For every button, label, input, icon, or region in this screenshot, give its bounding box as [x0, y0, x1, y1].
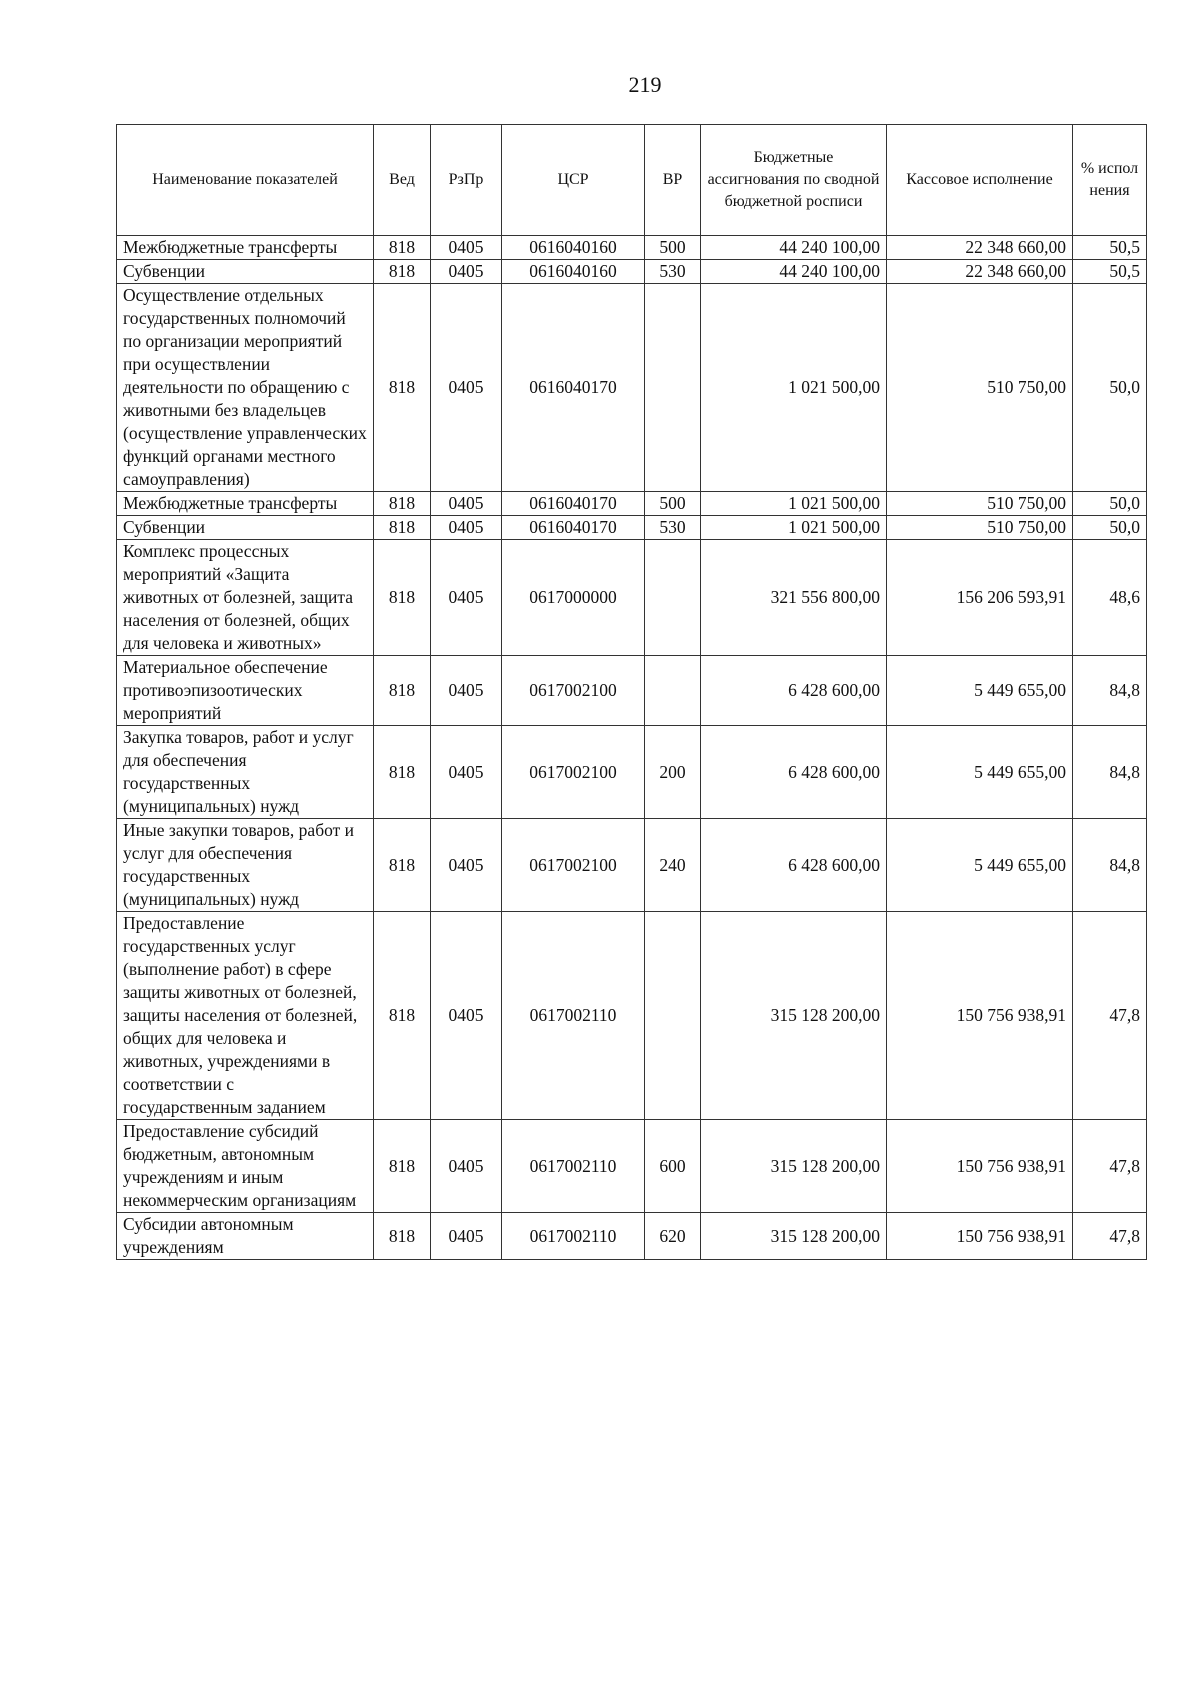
row-ved: 818	[374, 656, 431, 726]
row-assignments: 1 021 500,00	[701, 284, 887, 492]
row-ved: 818	[374, 819, 431, 912]
row-percent: 84,8	[1073, 656, 1147, 726]
row-assignments: 315 128 200,00	[701, 1213, 887, 1260]
row-vr: 530	[645, 260, 701, 284]
row-name: Иные закупки товаров, работ и услуг для обеспечения государственных (муниципальных) нужд	[117, 819, 374, 912]
row-rzpr: 0405	[431, 912, 502, 1120]
header-ved: Вед	[374, 125, 431, 236]
row-vr: 240	[645, 819, 701, 912]
row-ved: 818	[374, 912, 431, 1120]
row-percent: 50,0	[1073, 284, 1147, 492]
row-csr: 0617002100	[502, 656, 645, 726]
row-ved: 818	[374, 516, 431, 540]
row-assignments: 315 128 200,00	[701, 1120, 887, 1213]
row-rzpr: 0405	[431, 726, 502, 819]
row-csr: 0617000000	[502, 540, 645, 656]
table-row	[117, 912, 1147, 1120]
table-row	[117, 236, 1147, 260]
budget-execution-table	[116, 124, 1147, 1260]
row-execution: 5 449 655,00	[887, 819, 1073, 912]
row-ved: 818	[374, 236, 431, 260]
row-rzpr: 0405	[431, 260, 502, 284]
row-assignments: 44 240 100,00	[701, 236, 887, 260]
row-assignments: 6 428 600,00	[701, 726, 887, 819]
row-rzpr: 0405	[431, 1213, 502, 1260]
row-percent: 47,8	[1073, 1213, 1147, 1260]
row-name: Предоставление субсидий бюджетным, автономным учреждениям и иным некоммерческим организациям	[117, 1120, 374, 1213]
row-ved: 818	[374, 492, 431, 516]
row-percent: 84,8	[1073, 726, 1147, 819]
header-csr: ЦСР	[502, 125, 645, 236]
row-csr: 0616040160	[502, 236, 645, 260]
row-ved: 818	[374, 1120, 431, 1213]
row-execution: 510 750,00	[887, 284, 1073, 492]
page-number: 219	[628, 72, 662, 97]
row-percent: 50,0	[1073, 492, 1147, 516]
row-assignments: 321 556 800,00	[701, 540, 887, 656]
table-row	[117, 819, 1147, 912]
row-vr	[645, 284, 701, 492]
row-ved: 818	[374, 260, 431, 284]
header-execution-percent: % испол нения	[1073, 125, 1147, 236]
table-row	[117, 1213, 1147, 1260]
header-rzpr: РзПр	[431, 125, 502, 236]
row-rzpr: 0405	[431, 516, 502, 540]
row-ved: 818	[374, 284, 431, 492]
table-row	[117, 260, 1147, 284]
row-execution: 150 756 938,91	[887, 912, 1073, 1120]
row-execution: 22 348 660,00	[887, 236, 1073, 260]
row-execution: 510 750,00	[887, 492, 1073, 516]
row-csr: 0617002100	[502, 726, 645, 819]
row-percent: 47,8	[1073, 1120, 1147, 1213]
row-name: Предоставление государственных услуг (выполнение работ) в сфере защиты животных от болезней, защиты населения от болезней, общих для человека и животных, учреждениями в соответствии с государственным заданием	[117, 912, 374, 1120]
row-assignments: 1 021 500,00	[701, 492, 887, 516]
header-budget-assignments: Бюджетные ассигнования по сводной бюджетной росписи	[701, 125, 887, 236]
row-csr: 0617002110	[502, 1213, 645, 1260]
row-execution: 150 756 938,91	[887, 1120, 1073, 1213]
row-percent: 84,8	[1073, 819, 1147, 912]
header-name: Наименование показателей	[117, 125, 374, 236]
row-assignments: 315 128 200,00	[701, 912, 887, 1120]
row-rzpr: 0405	[431, 284, 502, 492]
row-execution: 5 449 655,00	[887, 726, 1073, 819]
row-name: Материальное обеспечение противоэпизоотических мероприятий	[117, 656, 374, 726]
table-row	[117, 656, 1147, 726]
row-name: Комплекс процессных мероприятий «Защита животных от болезней, защита населения от болезней, общих для человека и животных»	[117, 540, 374, 656]
row-execution: 156 206 593,91	[887, 540, 1073, 656]
row-percent: 50,5	[1073, 236, 1147, 260]
row-vr: 600	[645, 1120, 701, 1213]
row-name: Межбюджетные трансферты	[117, 492, 374, 516]
row-rzpr: 0405	[431, 492, 502, 516]
row-assignments: 6 428 600,00	[701, 656, 887, 726]
row-vr: 620	[645, 1213, 701, 1260]
row-name: Субвенции	[117, 516, 374, 540]
row-percent: 50,0	[1073, 516, 1147, 540]
header-vr: ВР	[645, 125, 701, 236]
row-percent: 47,8	[1073, 912, 1147, 1120]
row-name: Закупка товаров, работ и услуг для обеспечения государственных (муниципальных) нужд	[117, 726, 374, 819]
table-row	[117, 540, 1147, 656]
table-row	[117, 284, 1147, 492]
row-rzpr: 0405	[431, 656, 502, 726]
row-execution: 22 348 660,00	[887, 260, 1073, 284]
row-vr: 500	[645, 236, 701, 260]
row-execution: 150 756 938,91	[887, 1213, 1073, 1260]
row-percent: 50,5	[1073, 260, 1147, 284]
row-assignments: 6 428 600,00	[701, 819, 887, 912]
table-row	[117, 492, 1147, 516]
row-rzpr: 0405	[431, 1120, 502, 1213]
row-name: Осуществление отдельных государственных полномочий по организации мероприятий при осуществлении деятельности по обращению с животными без владельцев (осуществление управленческих функций органами местного самоуправления)	[117, 284, 374, 492]
row-csr: 0616040160	[502, 260, 645, 284]
row-assignments: 44 240 100,00	[701, 260, 887, 284]
row-percent: 48,6	[1073, 540, 1147, 656]
row-vr: 530	[645, 516, 701, 540]
row-csr: 0616040170	[502, 492, 645, 516]
row-csr: 0616040170	[502, 284, 645, 492]
row-vr: 500	[645, 492, 701, 516]
row-ved: 818	[374, 726, 431, 819]
row-vr	[645, 540, 701, 656]
row-vr	[645, 656, 701, 726]
row-execution: 5 449 655,00	[887, 656, 1073, 726]
row-name: Межбюджетные трансферты	[117, 236, 374, 260]
row-rzpr: 0405	[431, 540, 502, 656]
row-assignments: 1 021 500,00	[701, 516, 887, 540]
row-rzpr: 0405	[431, 236, 502, 260]
row-name: Субсидии автономным учреждениям	[117, 1213, 374, 1260]
row-csr: 0617002110	[502, 912, 645, 1120]
header-cash-execution: Кассовое исполнение	[887, 125, 1073, 236]
table-row	[117, 516, 1147, 540]
row-rzpr: 0405	[431, 819, 502, 912]
row-csr: 0616040170	[502, 516, 645, 540]
row-vr: 200	[645, 726, 701, 819]
row-ved: 818	[374, 1213, 431, 1260]
row-execution: 510 750,00	[887, 516, 1073, 540]
row-ved: 818	[374, 540, 431, 656]
table-row	[117, 726, 1147, 819]
table-header-row	[117, 125, 1147, 236]
row-csr: 0617002100	[502, 819, 645, 912]
row-name: Субвенции	[117, 260, 374, 284]
row-vr	[645, 912, 701, 1120]
row-csr: 0617002110	[502, 1120, 645, 1213]
table-row	[117, 1120, 1147, 1213]
